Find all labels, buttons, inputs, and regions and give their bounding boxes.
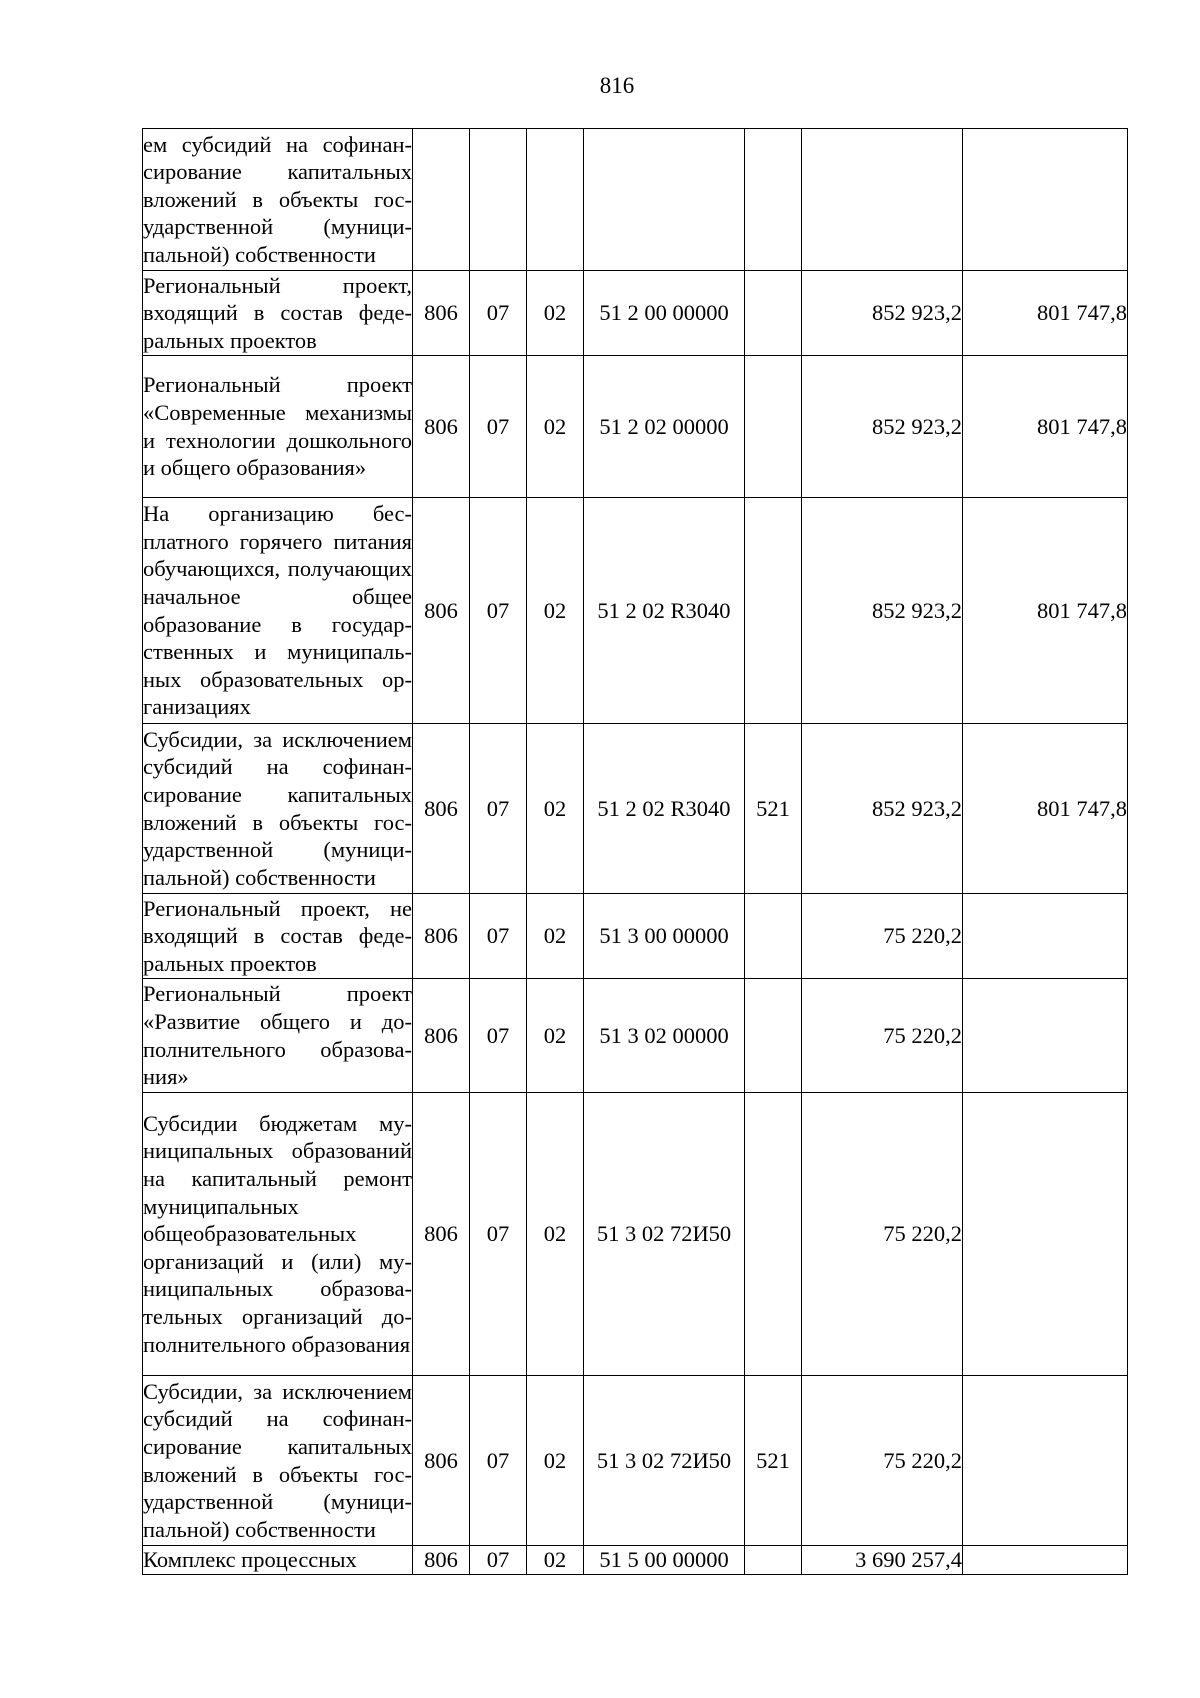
rz-cell: 07	[470, 1546, 527, 1575]
rz-cell	[470, 129, 527, 271]
vr-cell	[745, 979, 802, 1093]
csr-cell	[584, 129, 745, 271]
table-row	[143, 271, 1128, 356]
rz-cell: 07	[470, 356, 527, 498]
row-name: Региональный проект, не входящий в состав федеральных проектов	[143, 894, 413, 979]
pr-cell	[527, 129, 584, 271]
row-name: Субсидии бюджетам муниципальных образований на капитальный ремонт муниципальных общеобразовательных организаций и (или) муниципальных образовательных организаций дополнительного образования	[143, 1093, 413, 1376]
vr-cell	[745, 271, 802, 356]
ved-cell: 806	[413, 1093, 470, 1376]
sum-cell: 801 747,8	[963, 356, 1128, 498]
table-row	[143, 979, 1128, 1093]
table-row	[143, 498, 1128, 724]
page-number: 816	[599, 73, 635, 98]
sum-cell	[963, 979, 1128, 1093]
sum-cell: 852 923,2	[802, 498, 963, 724]
ved-cell: 806	[413, 1546, 470, 1575]
sum-cell: 852 923,2	[802, 271, 963, 356]
sum-cell	[963, 1546, 1128, 1575]
rz-cell: 07	[470, 1093, 527, 1376]
table-row	[143, 724, 1128, 894]
csr-cell: 51 3 00 00000	[584, 894, 745, 979]
sum-cell	[963, 1093, 1128, 1376]
vr-cell	[745, 129, 802, 271]
ved-cell: 806	[413, 724, 470, 894]
row-name: Комплекс процессных	[143, 1546, 413, 1575]
rz-cell: 07	[470, 894, 527, 979]
vr-cell	[745, 1546, 802, 1575]
table-row	[143, 356, 1128, 498]
vr-cell	[745, 356, 802, 498]
row-name: Региональный проект, входящий в состав федеральных проектов	[143, 271, 413, 356]
row-name: Региональный проект «Развитие общего и дополнительного образования»	[143, 979, 413, 1093]
row-name: Субсидии, за исключением субсидий на софинансирование капитальных вложений в объекты государственной (муниципальной) собственности	[143, 724, 413, 894]
row-name: Региональный проект «Современные механизмы и технологии дошкольного и общего образования»	[143, 356, 413, 498]
csr-cell: 51 3 02 72И50	[584, 1376, 745, 1546]
table-row	[143, 1376, 1128, 1546]
ved-cell: 806	[413, 498, 470, 724]
table-row	[143, 129, 1128, 271]
ved-cell: 806	[413, 356, 470, 498]
vr-cell	[745, 1093, 802, 1376]
sum-cell: 75 220,2	[802, 1093, 963, 1376]
pr-cell: 02	[527, 1546, 584, 1575]
ved-cell: 806	[413, 894, 470, 979]
sum-cell	[963, 129, 1128, 271]
sum-cell	[802, 129, 963, 271]
csr-cell: 51 2 00 00000	[584, 271, 745, 356]
rz-cell: 07	[470, 724, 527, 894]
rz-cell: 07	[470, 979, 527, 1093]
table-row	[143, 894, 1128, 979]
row-name: ем субсидий на софинансирование капитальных вложений в объекты государственной (муниципальной) собственности	[143, 129, 413, 271]
sum-cell: 852 923,2	[802, 724, 963, 894]
vr-cell: 521	[745, 1376, 802, 1546]
rz-cell: 07	[470, 498, 527, 724]
vr-cell	[745, 498, 802, 724]
ved-cell: 806	[413, 979, 470, 1093]
ved-cell: 806	[413, 1376, 470, 1546]
sum-cell	[963, 1376, 1128, 1546]
rz-cell: 07	[470, 271, 527, 356]
csr-cell: 51 3 02 00000	[584, 979, 745, 1093]
sum-cell: 801 747,8	[963, 498, 1128, 724]
ved-cell	[413, 129, 470, 271]
sum-cell	[963, 894, 1128, 979]
csr-cell: 51 3 02 72И50	[584, 1093, 745, 1376]
sum-cell: 801 747,8	[963, 271, 1128, 356]
pr-cell: 02	[527, 1093, 584, 1376]
table-row	[143, 1546, 1128, 1575]
pr-cell: 02	[527, 498, 584, 724]
rz-cell: 07	[470, 1376, 527, 1546]
vr-cell	[745, 894, 802, 979]
table-row	[143, 1093, 1128, 1376]
row-name: На организацию бесплатного горячего питания обучающихся, получающих начальное общее образование в государственных и муниципальных образовательных организациях	[143, 498, 413, 724]
csr-cell: 51 2 02 R3040	[584, 724, 745, 894]
pr-cell: 02	[527, 356, 584, 498]
sum-cell: 75 220,2	[802, 1376, 963, 1546]
pr-cell: 02	[527, 271, 584, 356]
csr-cell: 51 2 02 00000	[584, 356, 745, 498]
pr-cell: 02	[527, 894, 584, 979]
vr-cell: 521	[745, 724, 802, 894]
ved-cell: 806	[413, 271, 470, 356]
pr-cell: 02	[527, 1376, 584, 1546]
sum-cell: 75 220,2	[802, 979, 963, 1093]
csr-cell: 51 2 02 R3040	[584, 498, 745, 724]
sum-cell: 3 690 257,4	[802, 1546, 963, 1575]
row-name: Субсидии, за исключением субсидий на софинансирование капитальных вложений в объекты государственной (муниципальной) собственности	[143, 1376, 413, 1546]
pr-cell: 02	[527, 979, 584, 1093]
sum-cell: 75 220,2	[802, 894, 963, 979]
sum-cell: 801 747,8	[963, 724, 1128, 894]
budget-table	[142, 128, 1128, 1575]
csr-cell: 51 5 00 00000	[584, 1546, 745, 1575]
pr-cell: 02	[527, 724, 584, 894]
sum-cell: 852 923,2	[802, 356, 963, 498]
